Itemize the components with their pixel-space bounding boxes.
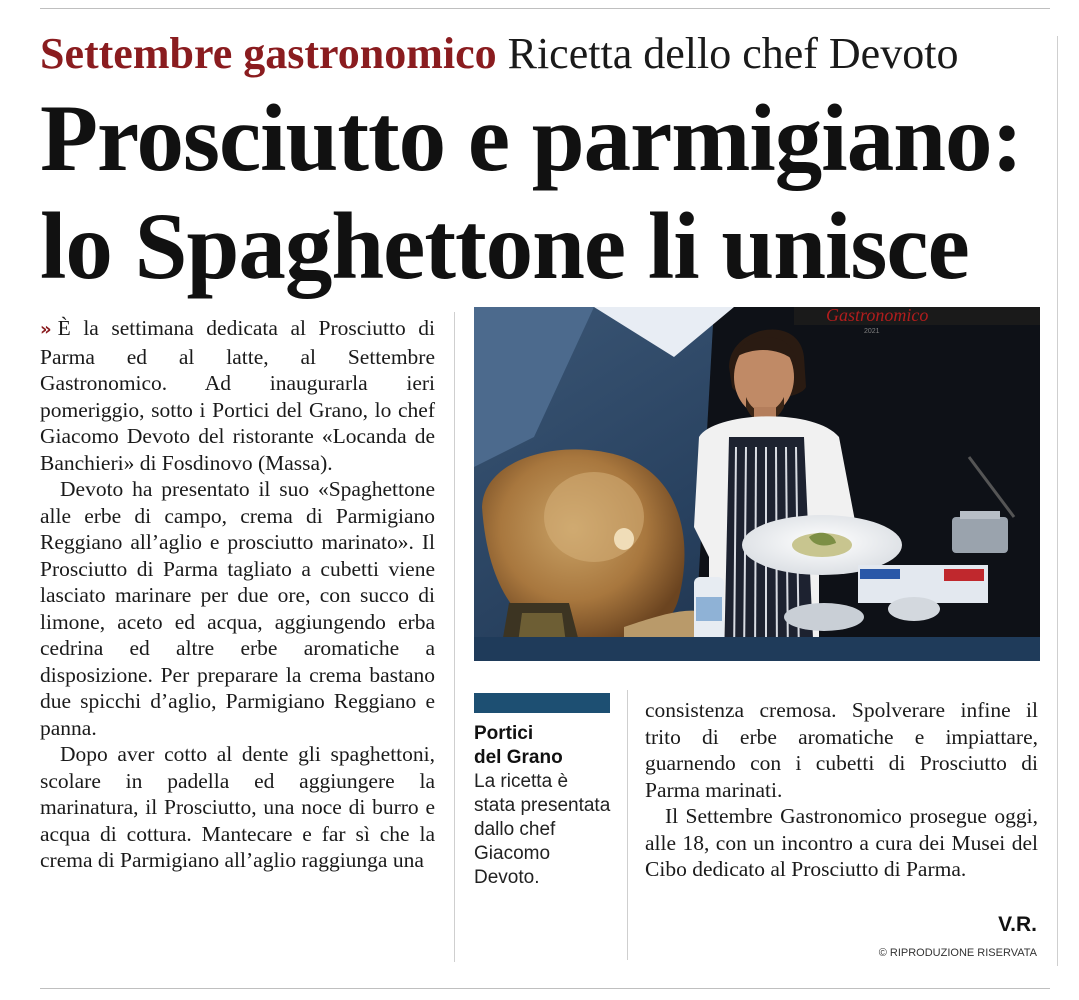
text-line: Parma tagliato a cubetti viene lascia — [40, 556, 436, 607]
article-headline — [40, 84, 1022, 300]
text-line: di limone, aceto ed acqua, aggiun — [40, 583, 435, 634]
text-line: del ristorante «Locanda de Banchie — [40, 424, 436, 475]
section-kicker: Settembre gastronomico — [40, 29, 497, 78]
text-line: ghettone alle erbe di campo, crema — [40, 477, 435, 528]
text-line: sciutto di Parma ed al latte, al Set — [40, 316, 435, 369]
text-line: Dopo aver cotto al dente gli spa — [60, 742, 360, 766]
lead-mark-icon: » — [40, 319, 52, 340]
text-line: consistenza cremosa. Spolverare in — [645, 698, 978, 722]
text-line: La ricetta — [474, 771, 558, 792]
rights-notice: © RIPRODUZIONE RISERVATA — [878, 947, 1037, 959]
body-paragraph-4 — [645, 697, 1038, 803]
body-paragraph-2 — [40, 476, 435, 741]
adjacent-article-edge — [1064, 36, 1079, 966]
text-line: Mantecare e far sì che la crema di — [40, 821, 436, 872]
text-line: cura dei Musei del Cibo dedicato al — [645, 830, 1038, 881]
text-line: presentata — [520, 795, 611, 816]
caption-title-line-1: Portici — [474, 723, 534, 744]
headline-line-1: Prosciutto e parmigiano: — [40, 85, 1023, 191]
body-column-1 — [40, 315, 435, 874]
text-line: giungere la marinatura, il Prosciutto, — [40, 768, 435, 819]
text-line: Prosciutto di Parma. — [791, 857, 967, 881]
text-line: ri» di Fosdinovo (Massa). — [110, 450, 333, 475]
caption-title-line-2: del Grano — [474, 747, 563, 768]
text-line: Prosciutto di Parma marinati. — [645, 751, 1039, 802]
byline: V.R. — [998, 913, 1037, 936]
text-line: è stata — [474, 771, 569, 816]
text-line: del Grano, lo chef Giacomo Devoto — [40, 397, 435, 448]
column-divider — [454, 312, 455, 962]
body-paragraph-3 — [40, 741, 435, 874]
body-column-3 — [645, 697, 1038, 883]
text-line: Parmigiano all’aglio raggiunga una — [120, 848, 424, 872]
text-line: gendo erba cedrina ed altre erbe aro — [40, 609, 435, 660]
text-line: ghettoni, scolare in padella ed ag — [40, 742, 435, 793]
kicker — [40, 28, 958, 79]
text-line: dallo chef — [474, 819, 556, 840]
chef-photo — [474, 307, 1040, 661]
text-line: to marinare per due ore, con succo — [88, 583, 419, 607]
column-divider-2 — [627, 690, 628, 960]
body-paragraph-1 — [40, 315, 435, 476]
text-line: glio, Parmigiano Reggiano e panna. — [40, 689, 435, 740]
text-line: tembre Gastronomico. Ad inaugu — [40, 344, 435, 395]
photo-caption — [474, 722, 614, 890]
article-subtitle: Ricetta dello chef Devoto — [507, 29, 959, 78]
bottom-rule — [40, 988, 1050, 989]
caption-bar — [474, 693, 610, 713]
text-line: prosciutto marinato». Il Prosciutto di — [40, 530, 435, 581]
text-line: piattare, guarnendo con i cubetti di — [645, 724, 1038, 775]
text-line: di Parmigiano Reggiano all’aglio e — [40, 503, 435, 554]
text-line: Il Settembre Gastronomico prose — [665, 804, 956, 828]
photo-banner-text: Gastronomico — [826, 307, 929, 325]
text-line: matiche a disposizione. Per prepara — [40, 636, 435, 687]
headline-line-2: lo Spaghettone li unisce — [40, 193, 969, 299]
text-line: Devoto ha presentato il suo «Spa — [60, 477, 361, 501]
photo-banner-year: 2021 — [864, 328, 880, 335]
text-line: rarla ieri pomeriggio, sotto i Portici — [40, 371, 436, 422]
top-rule — [40, 8, 1050, 9]
body-paragraph-5 — [645, 803, 1038, 883]
text-line: gue oggi, alle 18, con un incontro a — [645, 804, 1038, 855]
right-column-divider — [1057, 36, 1058, 966]
text-line: È la settimana dedicata al Pro — [57, 316, 349, 340]
text-line: Devoto. — [474, 867, 540, 888]
text-line: re la crema bastano due spicchi d’a — [40, 662, 435, 713]
caption-text — [474, 770, 614, 890]
text-line: Giacomo — [474, 843, 551, 864]
text-line: fine il trito di erbe aromatiche e im — [645, 698, 1038, 749]
text-line: una noce di burro e acqua di cottura. — [40, 795, 436, 846]
